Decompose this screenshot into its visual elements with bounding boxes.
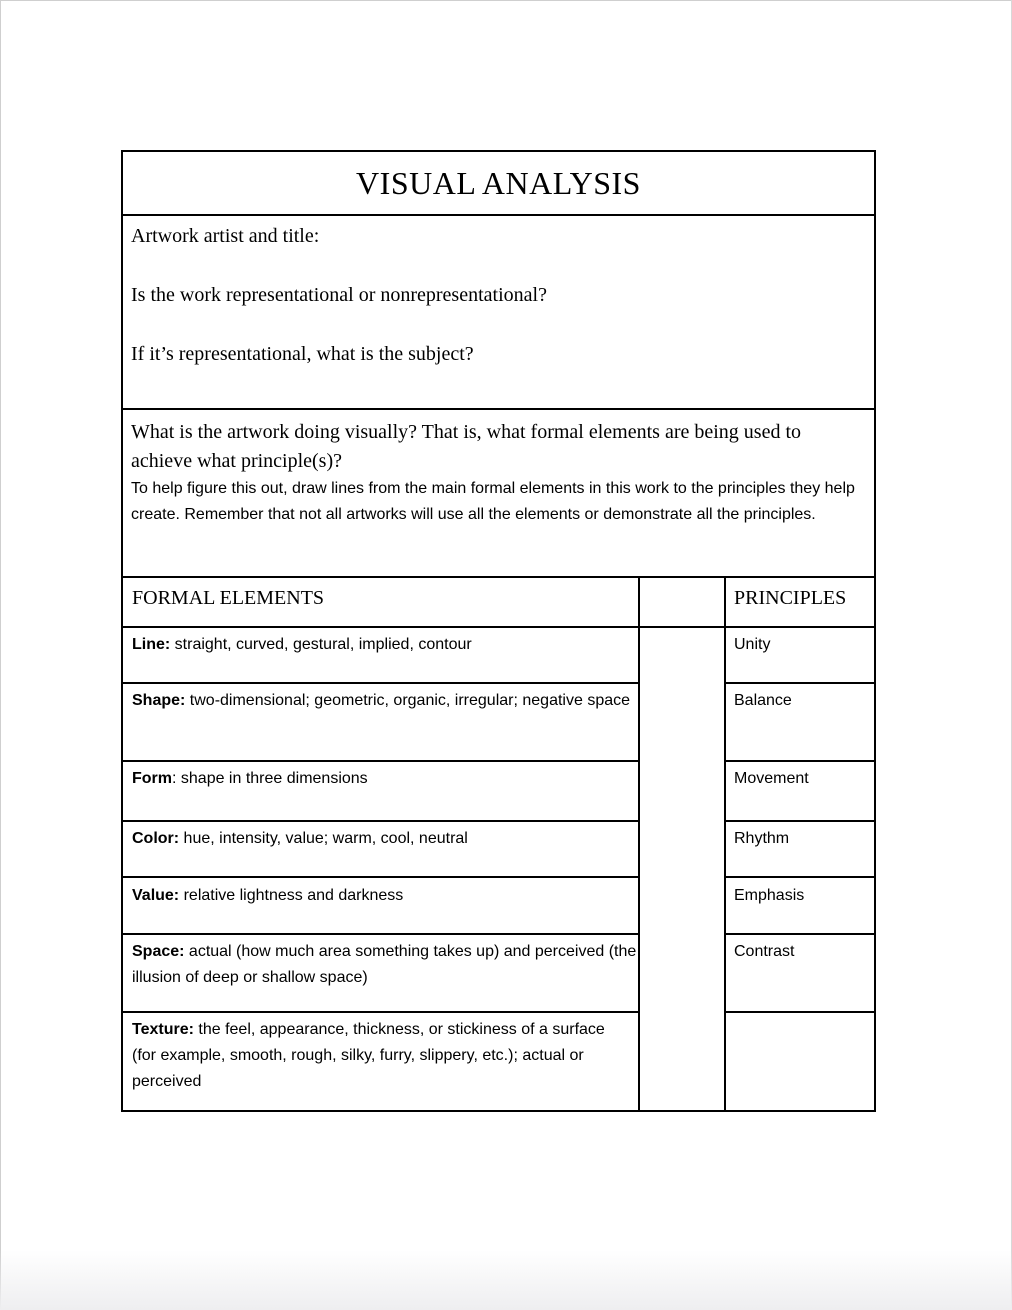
element-shape: Shape: two-dimensional; geometric, organic, irregular; negative space [132,692,631,709]
row-divider [724,933,874,935]
principle-rhythm: Rhythm [734,830,790,847]
principle-movement: Movement [734,770,809,787]
principle-contrast: Contrast [734,943,795,960]
page-bottom-shadow [0,1250,1012,1310]
element-texture: Texture: the feel, appearance, thickness, or stickiness of a surface (for example, smooth, rough, silky, furry, slippery, etc.); actual or perceived [132,1021,605,1090]
page-edge-top [0,0,1012,1]
column-divider-left [638,578,640,1110]
question-subject: If it’s representational, what is the subject? [131,343,474,365]
element-line: Line: straight, curved, gestural, implied, contour [132,636,472,653]
principle-emphasis: Emphasis [734,887,805,904]
row-divider [123,760,640,762]
row-divider [123,820,640,822]
row-divider [123,876,640,878]
visual-question-instructions: To help figure this out, draw lines from the main formal elements in this work to the principles they help create. Remember that not all artworks will use all the elements or demonstrate all the principles. [131,480,855,523]
row-divider [724,876,874,878]
formal-elements-header: FORMAL ELEMENTS [132,587,325,609]
header-divider [123,626,640,628]
elements-principles-table [123,578,874,1110]
row-divider [724,682,874,684]
header-divider-mid [638,626,726,628]
row-divider [123,1011,640,1013]
page-edge-left [0,0,1,1310]
worksheet [121,150,876,1112]
visual-question-heading: What is the artwork doing visually? That is, what formal elements are being used to achieve what principle(s)? [131,421,802,472]
element-value: Value: relative lightness and darkness [132,887,404,904]
element-form: Form: shape in three dimensions [132,770,368,787]
row-divider [724,820,874,822]
header-divider-right [724,626,874,628]
column-divider-right [724,578,726,1110]
row-divider [123,933,640,935]
row-divider [123,682,640,684]
row-divider [724,760,874,762]
principles-header: PRINCIPLES [734,587,847,609]
element-space: Space: actual (how much area something takes up) and perceived (the illusion of deep or shallow space) [132,943,637,986]
visual-question-section [123,410,874,578]
title-row [123,152,874,216]
principle-balance: Balance [734,692,792,709]
questions-section [123,216,874,410]
element-color: Color: hue, intensity, value; warm, cool, neutral [132,830,468,847]
page-title: VISUAL ANALYSIS [356,164,641,201]
principle-unity: Unity [734,636,771,653]
question-artist-title: Artwork artist and title: [131,225,320,247]
question-representational: Is the work representational or nonrepresentational? [131,284,547,306]
row-divider [724,1011,874,1013]
